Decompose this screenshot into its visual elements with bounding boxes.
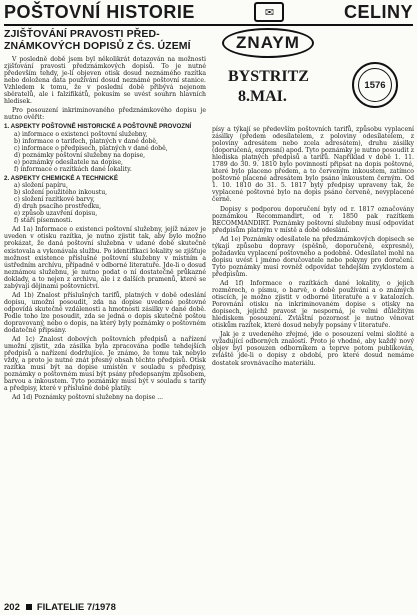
list-item: f) stáří písemnosti. <box>14 217 73 225</box>
postmark-date: 8.MAI. <box>238 88 287 105</box>
list-item: a) informace o existenci poštovní služebny, <box>14 130 148 138</box>
seal-year: 1576 <box>358 68 392 102</box>
body-paragraph: Ad 1e) Poznámky odesílatele na předznámkových dopisech se týkají způsobu dopravy (spěšně, doporučeně, expresně), požadavku vyplacení poštovného a podobně. Odesílatel mohl na dopisu uvést i jméno doručovatele nebo pokyny pro doručení. Tyto poznámky musí rovněž odpovídat tehdejším zvyklostem a předpisům. <box>212 235 414 278</box>
list-item: b) informace o tarifech, platných v dané době, <box>14 137 158 145</box>
postmark-bystritz: BYSTRITZ <box>228 68 309 85</box>
list-item: e) poznámky odesílatele na dopise, <box>14 158 123 166</box>
section-list <box>14 182 206 224</box>
publication-name: FILATELIE 7/1978 <box>36 601 116 613</box>
square-bullet-icon <box>26 604 32 610</box>
page-footer <box>4 600 413 614</box>
left-column <box>4 28 206 404</box>
body-paragraph: Ad 1a) Informace o existenci poštovní služebny, jejíž název je uveden v otisku razítka, je nutno zjistit tak, aby bylo možno prokázat, že daná poštovní služebna v udané době skutečně existovala a vykonávala službu. Po identifikaci lokality se zjišťuje možnost existence příslušné poštovní služebny v místním a ústředním archívu, případně v odborné literatuře. Jde-li o dosud neznámou služebnu, je nutno podat o ní dostatečně průkazné doklady, a to nejen z archivu, ale i z dalších pramenů, které se zabývají dějinami poštovnictví. <box>4 226 206 290</box>
section-title: POŠTOVNÍ HISTORIE <box>4 2 195 22</box>
masthead <box>4 0 413 26</box>
section-heading: 1. ASPEKTY POŠTOVNĚ HISTORICKÉ A POŠTOVNĚ PROVOZNÍ <box>4 123 192 131</box>
section-heading: 2. ASPEKTY CHEMICKÉ A TECHNICKÉ <box>4 174 119 182</box>
right-column <box>212 28 414 369</box>
list-item: b) složení použitého inkoustu, <box>14 189 108 197</box>
envelope-icon: ✉ <box>254 2 284 22</box>
list-item: c) složení razítkové barvy, <box>14 196 95 204</box>
seal-stamp <box>352 62 398 108</box>
body-paragraph: Ad 1b) Znalost příslušných tarifů, platných v době odeslání dopisu, umožní posoudit, zda na dopise uvedené poštovné odpovídá skutečné vzdálenosti a hmotnosti zásilky v dané době. Podle toho lze posoudit, zda se jedná o dopis skutečně poštou dopravovaný, nebo o dopis, na který byly poznámky o poštovném dodatečně připsány. <box>4 291 206 335</box>
list-item: e) způsob uzavření dopisu, <box>14 210 98 218</box>
article-title-line-1: ZJIŠŤOVÁNÍ PRAVOSTI PŘED- <box>4 28 160 40</box>
postmark-znaym: ZNAYM <box>222 28 314 58</box>
list-item: c) informace o předpisech, platných v dané době, <box>14 144 168 152</box>
intro-paragraph: V posledně době jsem byl několikrát dotazován na možnosti zjišťování pravosti předznámkových dopisů. To je nutné především tehdy, je-li objeven otisk dosud neznámého razítka nebo doložena data používání dosud neznámé poštovní stanice. Vzhledem k tomu, že v poslední době přibývá nejenom sběratelů, ale i falzifikátů, pokusím se uvést souhrn hlavních hledisek. <box>4 56 206 106</box>
list-item: d) druh psacího prostředku, <box>14 203 102 211</box>
article-title <box>4 28 206 52</box>
section-subtitle: CELINY <box>343 2 413 22</box>
body-paragraph: písy a týkají se především poštovních tarifů, způsobu vyplacení zásilky (předem odesílatelem, z poloviny odesílatelem, z poloviny adresátem nebo zcela adresátem), druhu zásilky (doporučená, expresní) apod. Tyto poznámky je nutno posoudit z hlediska platných předpisů a tarifů. Například v době 1. 11. 1789 do 30. 9. 1810 bylo povinností připsat na dopis poštovné, které bylo placeno předem, a to červeným inkoustem, zatímco poštovné placené adresátem bylo psáno inkoustem černým. Od 1. 10. 1810 do 31. 5. 1817 byly předpisy upraveny tak, že vyplacené poštovné bylo na dopis psáno červeně, nevyplacené černě. <box>212 126 414 204</box>
section-list <box>14 131 206 173</box>
intro-paragraph: Pro posouzení inkriminovaného předznámkového dopisu je nutno ověřit: <box>4 107 206 122</box>
list-item: f) informace o razítkách dané lokality. <box>14 165 132 173</box>
body-paragraph: Ad 1f) Informace o razítkách dané lokality, o jejich rozměrech, o písmu, o barvě, o době používání a o známých otiscích, je možno zjistit v odborné literatuře a v katalozích. Porovnání otisku na inkriminovaném dopise s otisky na dopisech, jejichž pravost je nesporná, je velmi důležitým hlediskem posouzení. Zvláštní pozornost je nutno věnovat otiskům razítek, které dosud nebyly popsány v literatuře. <box>212 279 414 330</box>
body-paragraph: Dopisy s podporou doporučení byly od r. 1817 označovány poznámkou Recommandirt, od r. 1850 pak razítkem RECOMMANDIRT. Poznámky poštovní služebny musí odpovídat předpisům platným v místě a době odeslání. <box>212 205 414 234</box>
list-item: a) složení papíru, <box>14 182 68 190</box>
article-title-line-2: ZNÁMKOVÝCH DOPISŮ Z ČS. ÚZEMÍ <box>4 40 191 52</box>
body-paragraph: Jak je z uvedeného zřejmé, jde o posouzení velmi složité a vyžadující odborných znalostí. Proto je vhodné, aby každý nový objev byl posouzen odborníkem a teprve potom publikován, zvláště jde-li o dopisy z období, pro které dosud nemáme dostatek srovnávacího materiálu. <box>212 331 414 367</box>
page-number: 202 <box>4 601 20 613</box>
body-paragraph: Ad 1d) Poznámky poštovní služebny na dopise ... <box>12 394 164 402</box>
list-item: d) poznámky poštovní služebny na dopise, <box>14 151 146 159</box>
body-paragraph: Ad 1c) Znalost dobových poštovních předpisů a nařízení umožní zjistit, zda zásilka byla zpracována podle tehdejších předpisů a nařízení dodržujíce. Je známo, že tomu tak nebylo vždy, a proto je nutné znát přesný obsah těchto předpisů. Otisk razítka musí být na dopise umístěn v souladu s předpisy, poznámky o poštovném musí být psány předepsaným způsobem, barvou a inkoustem. Tyto poznámky musí být v souladu s tarify a předpisy, které v příslušné době platily. <box>4 336 206 393</box>
postmark-illustration <box>212 28 414 124</box>
